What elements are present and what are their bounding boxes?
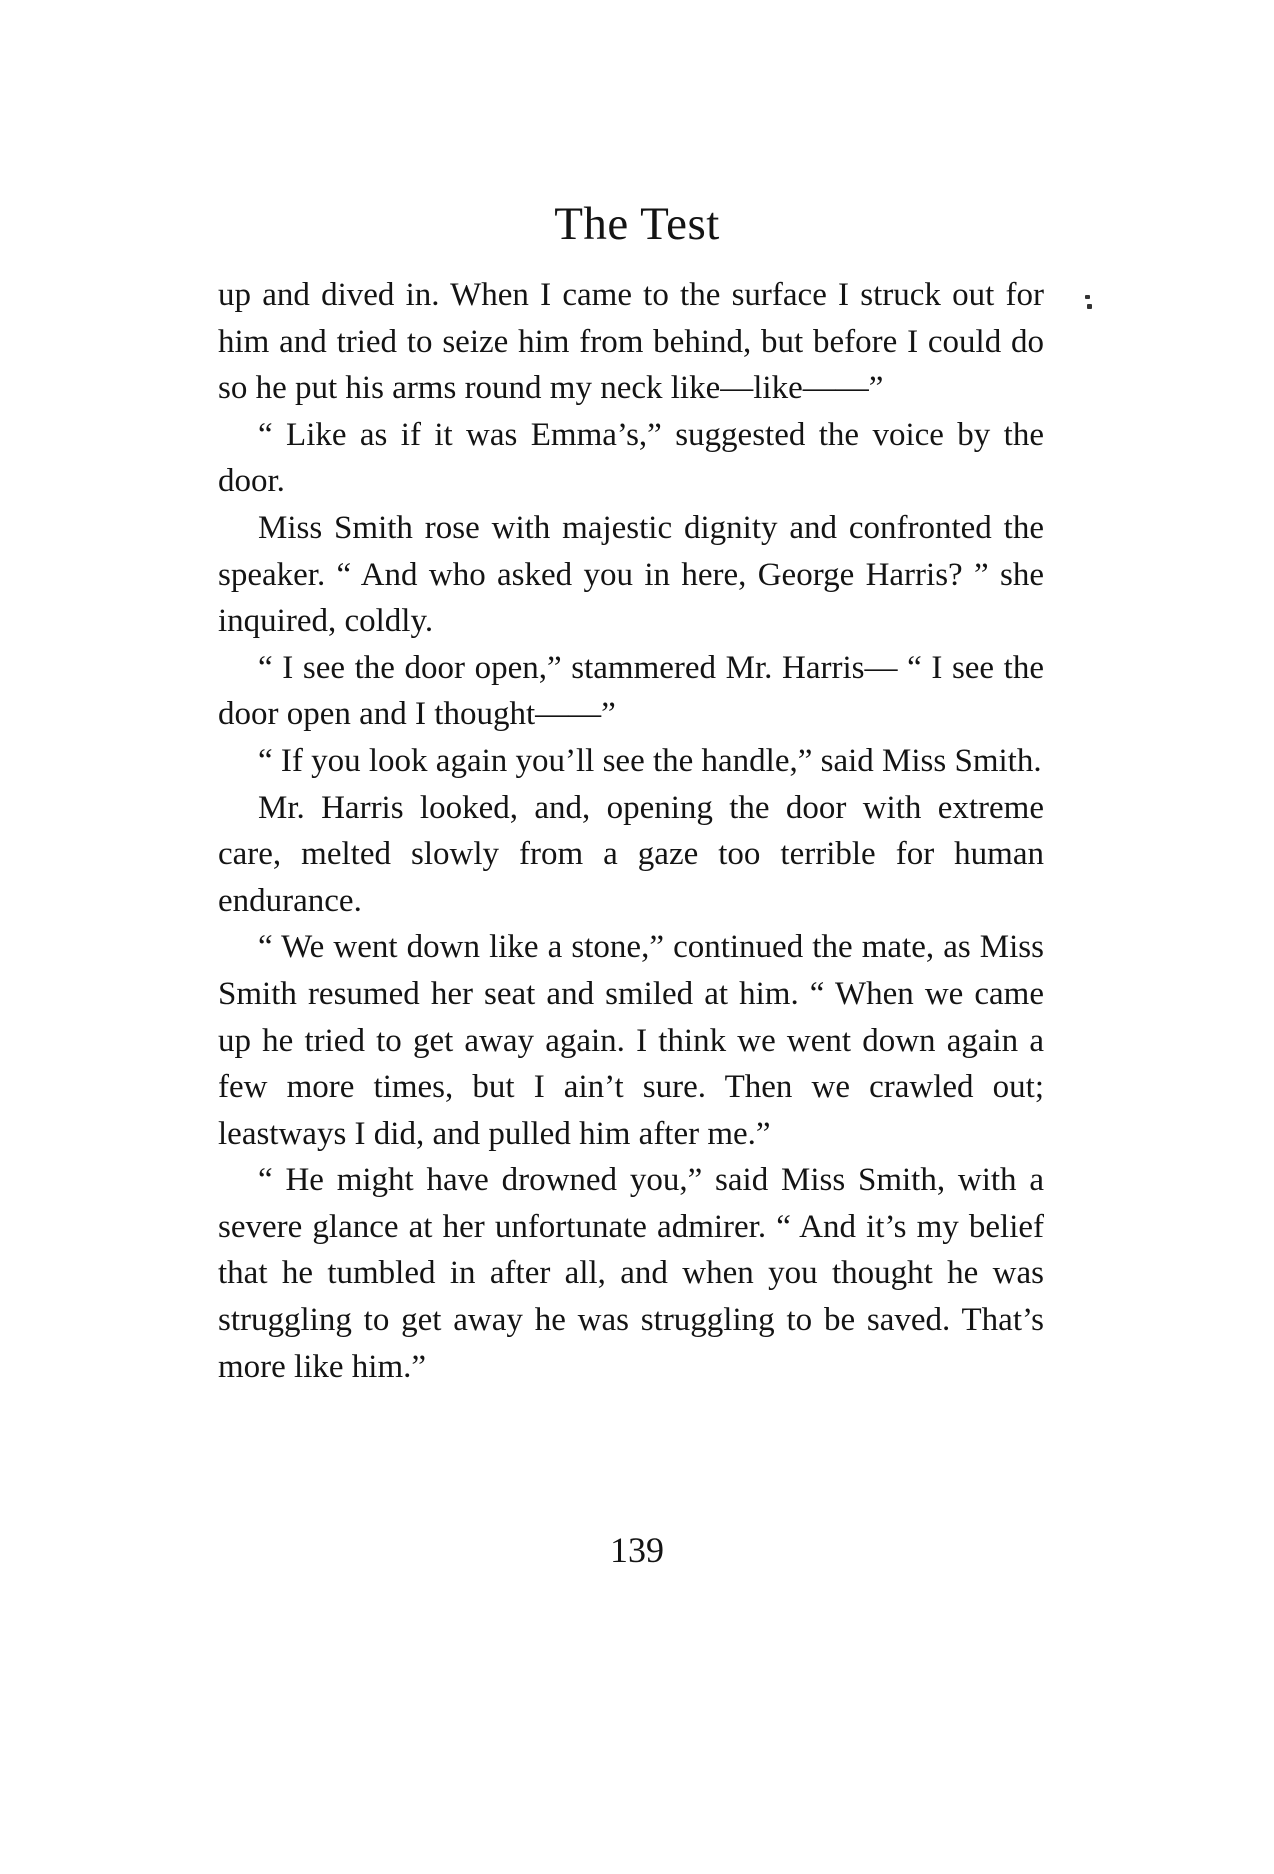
- paragraph: “ We went down like a stone,” continued the mate, as Miss Smith resumed her seat and smiled at him. “ When we came up he tried to get away again. I think we went down again a few more times, but I ain’t sure. Then we crawled out; leastways I did, and pulled him after me.”: [218, 929, 1044, 1152]
- running-head: The Test: [554, 198, 720, 250]
- margin-specks: [1083, 293, 1095, 313]
- paragraph: “ He might have drowned you,” said Miss Smith, with a severe glance at her unfortunate admirer. “ And it’s my belief that he tumbled in after all, and when you thought he was struggling to get away he was struggling to be saved. That’s more like him.”: [218, 1162, 1044, 1385]
- paragraph: up and dived in. When I came to the surface I struck out for him and tried to seize him from behind, but before I could do so he put his arms round my neck like—like——”: [218, 277, 1044, 407]
- body-text: [218, 272, 1044, 1390]
- paragraph: “ I see the door open,” stammered Mr. Harris— “ I see the door open and I thought——”: [218, 649, 1044, 733]
- page-number: 139: [610, 1530, 664, 1570]
- paragraph: Mr. Harris looked, and, opening the door with extreme care, melted slowly from a gaze too terrible for human endurance.: [218, 789, 1044, 919]
- paragraph: Miss Smith rose with majestic dignity and confronted the speaker. “ And who asked you in here, George Harris? ” she inquired, coldly.: [218, 509, 1044, 640]
- paragraph: “ Like as if it was Emma’s,” suggested the voice by the door.: [218, 416, 1044, 500]
- paragraph: “ If you look again you’ll see the handle,” said Miss Smith.: [258, 742, 1042, 779]
